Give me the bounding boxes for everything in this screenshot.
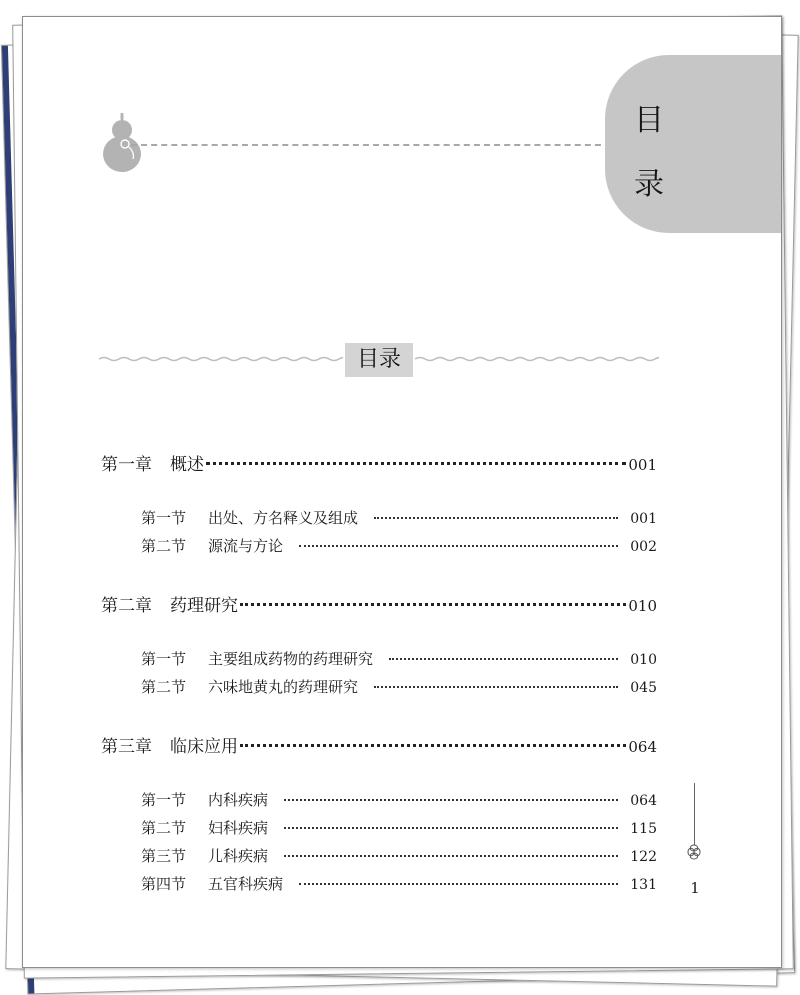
section-page: 064 bbox=[630, 793, 657, 809]
toc-section[interactable] bbox=[141, 676, 657, 697]
header-tab-char: 录 bbox=[634, 167, 664, 202]
chapter-page: 064 bbox=[628, 738, 657, 756]
dot-leader bbox=[389, 658, 618, 660]
section-title: 出处、方名释义及组成 bbox=[208, 509, 359, 527]
toc-section[interactable] bbox=[141, 648, 657, 669]
dot-leader bbox=[299, 883, 618, 885]
section-page: 131 bbox=[630, 877, 657, 893]
section-label: 第二节 bbox=[141, 537, 187, 555]
section-label: 第二节 bbox=[141, 819, 187, 837]
section-page: 115 bbox=[630, 821, 657, 837]
chapter-page: 010 bbox=[628, 597, 657, 615]
knot-ornament-icon bbox=[685, 843, 703, 861]
section-page: 045 bbox=[630, 680, 657, 696]
section-title: 六味地黄丸的药理研究 bbox=[208, 678, 359, 696]
section-title: 内科疾病 bbox=[208, 791, 269, 809]
dot-leader bbox=[284, 799, 618, 801]
toc-section[interactable] bbox=[141, 535, 657, 556]
toc-section[interactable] bbox=[141, 845, 657, 866]
dot-leader bbox=[240, 603, 626, 606]
chapter-label: 第二章 bbox=[101, 596, 152, 616]
chapter-page: 001 bbox=[628, 456, 657, 474]
gourd-icon bbox=[99, 113, 145, 173]
side-ornament-line bbox=[694, 783, 695, 845]
chapter-title: 临床应用 bbox=[170, 737, 238, 757]
header-tab-char: 目 bbox=[634, 103, 664, 138]
chapter-title: 概述 bbox=[170, 455, 204, 475]
header-tab bbox=[605, 55, 781, 233]
dot-leader bbox=[299, 545, 618, 547]
section-page: 122 bbox=[630, 849, 657, 865]
dot-leader bbox=[374, 517, 618, 519]
wave-divider-right bbox=[415, 353, 659, 365]
toc-chapter[interactable] bbox=[101, 450, 657, 475]
toc-chapter[interactable] bbox=[101, 732, 657, 757]
dot-leader bbox=[206, 462, 626, 465]
section-title: 妇科疾病 bbox=[208, 819, 269, 837]
section-title: 五官科疾病 bbox=[208, 875, 284, 893]
toc-section[interactable] bbox=[141, 789, 657, 810]
chapter-title: 药理研究 bbox=[170, 596, 238, 616]
dot-leader bbox=[284, 855, 618, 857]
section-page: 001 bbox=[630, 511, 657, 527]
toc-section[interactable] bbox=[141, 873, 657, 894]
dot-leader bbox=[284, 827, 618, 829]
toc-title: 目录 bbox=[345, 343, 413, 377]
header-dashed-line bbox=[131, 144, 611, 146]
dot-leader bbox=[240, 744, 626, 747]
chapter-label: 第一章 bbox=[101, 455, 152, 475]
section-label: 第一节 bbox=[141, 509, 187, 527]
section-label: 第一节 bbox=[141, 650, 187, 668]
section-title: 儿科疾病 bbox=[208, 847, 269, 865]
section-title: 主要组成药物的药理研究 bbox=[208, 650, 374, 668]
section-title: 源流与方论 bbox=[208, 537, 284, 555]
page-number: 1 bbox=[690, 879, 700, 897]
section-label: 第四节 bbox=[141, 875, 187, 893]
wave-divider-left bbox=[99, 353, 343, 365]
section-label: 第二节 bbox=[141, 678, 187, 696]
section-label: 第一节 bbox=[141, 791, 187, 809]
toc-section[interactable] bbox=[141, 817, 657, 838]
chapter-label: 第三章 bbox=[101, 737, 152, 757]
toc-page bbox=[22, 16, 782, 968]
dot-leader bbox=[374, 686, 618, 688]
section-page: 010 bbox=[630, 652, 657, 668]
toc-chapter[interactable] bbox=[101, 591, 657, 616]
section-label: 第三节 bbox=[141, 847, 187, 865]
section-page: 002 bbox=[630, 539, 657, 555]
toc-section[interactable] bbox=[141, 507, 657, 528]
